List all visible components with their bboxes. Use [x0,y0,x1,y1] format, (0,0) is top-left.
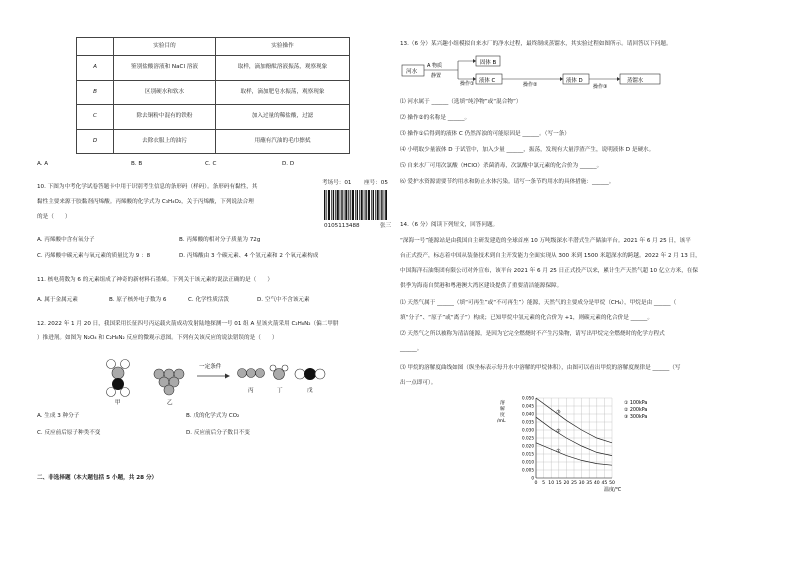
table-header-purpose: 实验目的 [114,38,216,56]
flow-liquid-d: 液体 D [566,78,583,84]
barcode-number: 01051134​88 [324,223,360,229]
label-wu: 戊 [307,388,313,394]
flow-solid-b: 固体 B [480,60,497,66]
section-2-heading: 二、非选择题（本大题包括 5 小题，共 28 分） [37,475,158,481]
q14-item-1a: ⑴ 天然气属于 ______（填“可再生”或“不可再生”）能源，天然气的主要成分是甲烷（CH₄），甲烷是由 ______（ [400,300,677,306]
series-marker-1: ① [556,448,561,455]
x-axis-label: 温度/℃ [604,487,622,492]
x-tick-label: 35 [586,481,593,486]
y-tick-label: 0.030 [522,427,534,433]
x-tick-label: 30 [578,481,585,486]
x-tick-label: 25 [571,481,577,486]
legend-item: ① 100kPa [624,401,648,406]
table-header-row [77,38,350,56]
q14-stem: 14.（6 分）阅读下列短文，回答问题。 [400,222,499,228]
q14-para-line4: 供季为海南自贸港和粤港澳大湾区建设提供了重要清洁能源保障。 [400,283,563,289]
y-tick-label: 0.020 [522,443,534,449]
q10-option-c: C. 丙烯酸中碳元素与氧元素的质量比为 9 ：8 [37,253,151,259]
series-marker-3: ③ [556,409,561,416]
y-tick-label: 0 [531,475,534,481]
flow-step1-a: A 物质 [427,63,443,69]
barcode-label [322,180,396,236]
x-tick-label: 5 [542,481,546,486]
q12-stem-line2: ）推进剂。如图为 N₂O₄ 和 C₂H₈N₂ 反应的微观示意图。下列有关该反应的说法错误的是（ ） [37,335,278,341]
legend-item: ② 200kPa [624,408,648,413]
barcode-name: 张三 [380,223,392,229]
q14-item-2a: ⑵ 天然气之所以被称为清洁能源，是因为它完全燃烧时不产生污染物，请写出甲烷完全燃烧时的化学方程式 [400,331,665,337]
q10-stem-line1: 10. 下图为中考化学试卷答题卡中用于识别考生信息的条形码（样码）。条形码有黏性，其 [37,184,258,190]
series-marker-2: ② [556,428,561,435]
q14-para-line1: “深海一号”能源站是由我国自主研发建造的全球首座 10 万吨级深水半潜式生产储油平台。2021 年 6 月 25 日，该平 [400,238,691,244]
q11-option-b: B. 原子核外电子数为 6 [109,297,167,303]
table-cell-key: C [77,105,114,130]
q11-option-c: C. 化学性质活泼 [188,297,230,303]
table-cell-key: D [77,129,114,154]
table-header-key [77,38,114,56]
q13-stem: 13.（6 分）某兴趣小组模拟自来水厂的净水过程，最终制成蒸馏水，其实验过程如图所示。请回答以下问题。 [400,41,672,47]
q11-option-a: A. 属于金属元素 [37,297,78,303]
y-tick-label: 0.025 [522,435,534,441]
molecule-bing [238,369,265,378]
y-tick-label: 0.040 [522,411,534,417]
q9-option-d: D. D [282,161,295,167]
q12-option-c: C. 反应前后原子种类不变 [37,430,101,436]
flow-distilled: 蒸馏水 [627,78,644,84]
q10-option-d: D. 丙烯酸由 3 个碳元素、4 个氢元素和 2 个氧元素构成 [179,253,319,259]
barcode-image [324,190,388,220]
flow-river: 河水 [406,69,418,75]
molecule-wu [295,368,325,380]
q14-item-3b: 出一点即可）。 [400,380,437,386]
reaction-arrow-head [225,374,230,379]
y-axis-label: 溶 [500,401,505,406]
q12-option-b: B. 戊的化学式为 CO₂ [186,413,240,419]
water-flow-diagram [400,52,700,94]
q11-option-d: D. 空气中不含该元素 [257,297,310,303]
q14-para-line3: 中国海洋石油集团有限公司对外宣布，该平台 2021 年 6 月 25 日正式投产以来，累计生产天然气超 10 亿立方米，在保 [400,268,698,274]
q10-option-b: B. 丙烯酸的相对分子质量为 72g [179,237,261,243]
y-tick-label: 0.010 [522,459,534,465]
flow-op1: 操作① [460,81,475,87]
solubility-chart [492,392,682,492]
q13-item-5: ⑸ 自来水厂可用次氯酸（HClO）杀菌消毒，次氯酸中氯元素的化合价为 ______。 [400,163,603,169]
table-cell-purpose: 鉴别盐酸溶液和 NaCl 溶液 [114,56,216,81]
q9-option-a: A. A [37,161,49,167]
table-row [77,56,350,81]
legend-item: ③ 300kPa [624,415,648,420]
q14-item-1b: 填“分子”、“原子”或“离子”）构成；已知甲烷中氢元素的化合价为 +1，则碳元素的化合价是 ______。 [400,315,653,321]
table-cell-purpose: 除去铜粉中混有的铁粉 [114,105,216,130]
q10-stem-line3: 的是（ ） [37,214,71,220]
y-tick-label: 0.015 [522,451,534,457]
table-cell-operation: 取样，滴加肥皂水振荡，观察现象 [216,80,350,105]
x-tick-label: 20 [563,481,570,486]
q13-item-1: ⑴ 河水属于 ______（选填“纯净物”或“混合物”） [400,99,522,105]
q12-option-d: D. 反应前后分子数目不变 [186,430,250,436]
table-cell-purpose: 去除衣服上的油污 [114,129,216,154]
arrow-head-distilled [617,77,620,81]
arrow-head-d [560,77,563,81]
q9-option-c: C. C [205,161,217,167]
y-tick-label: 0.050 [522,395,534,401]
table-cell-operation: 取样，滴加酚酞溶液振荡，观察现象 [216,56,350,81]
table-row [77,129,350,154]
q12-option-a: A. 生成 3 种分子 [37,413,80,419]
y-tick-label: 0.035 [522,419,534,425]
table-cell-operation: 加入过量的稀盐酸，过滤 [216,105,350,130]
x-tick-label: 40 [593,481,600,486]
q12-stem-line1: 12. 2022 年 1 月 20 日，我国采用长征四号丙运载火箭成功发射陆地探测一号 01 组 A 星该火箭采用 C₂H₈N₂（偏二甲肼 [37,321,339,327]
molecule-ding [270,365,288,380]
table-row [77,80,350,105]
q14-para-line2: 台正式投产，标志着中国从装备技术到自主开发能力全面实现从 300 米到 1500 米超深水的跨越。2022 年 2 月 13 日， [400,253,701,259]
q14-item-2b: ______。 [400,346,423,352]
q9-option-b: B. B [131,161,143,167]
x-tick-label: 10 [548,481,555,486]
q13-item-4: ⑷ 小明取少量液体 D 于试管中，加入少量 ______，振荡，发现有大量浮渣产生，说明液体 D 是硬水。 [400,147,655,153]
molecule-jia [107,360,130,397]
label-ding: 丁 [277,388,283,394]
table-cell-operation: 用蘸有汽油的毛巾擦拭 [216,129,350,154]
table-header-operation: 实验操作 [216,38,350,56]
y-tick-label: 0.005 [522,467,534,473]
q13-item-6: ⑹ 爱护水资源需要节约用水和防止水体污染。请写一条节约用水的具体措施：______。 [400,179,615,185]
table-cell-key: B [77,80,114,105]
q13-item-3: ⑶ 操作①后得到的液体 C 仍然浑浊的可能原因是 ______。（写一条） [400,131,570,137]
flow-liquid-c: 液体 C [479,78,496,84]
table-row [77,105,350,130]
flow-op2: 操作② [523,82,538,88]
label-yi: 乙 [167,400,173,406]
x-tick-label: 50 [609,481,615,486]
experiment-table [76,37,350,154]
reaction-diagram [95,352,335,406]
y-tick-label: 0.045 [522,403,534,409]
table-cell-key: A [77,56,114,81]
y-axis-label: 解 [500,407,505,412]
y-axis-label: 度 [500,413,505,418]
reaction-condition: 一定条件 [199,364,222,370]
flow-step1-b: 静置 [431,73,442,79]
molecule-yi [154,369,184,395]
seat-number-label: 座号：05 [364,180,388,186]
table-cell-purpose: 区别硬水和软水 [114,80,216,105]
x-tick-label: 15 [555,481,562,486]
flow-op3: 操作③ [593,84,608,90]
x-tick-label: 45 [601,481,608,486]
arrow-head-b [473,59,476,63]
q14-item-3a: ⑶ 甲烷的溶解度曲线如图（纵坐标表示每升水中溶解的甲烷体积），由图可以看出甲烷的溶解度规律是 ______（写 [400,365,681,371]
q10-stem-line2: 黏性主要来源于胶黏剂丙烯酸。丙烯酸的化学式为 C₃H₄O₂，关于丙烯酸，下列说法合理 [37,199,254,205]
q13-item-2: ⑵ 操作②的名称是 ______。 [400,115,471,121]
y-axis-label: /mL [497,419,506,424]
q11-stem: 11. 核电荷数为 6 的元素组成了神奇的新材料石墨烯。下列关于该元素的说法正确的是（ ） [37,277,273,283]
x-tick-label: 0 [534,481,538,486]
q10-option-a: A. 丙烯酸中含有氧分子 [37,237,95,243]
label-bing: 丙 [248,388,254,394]
label-jia: 甲 [115,400,121,406]
exam-room-label: 考场号：01 [322,180,352,186]
